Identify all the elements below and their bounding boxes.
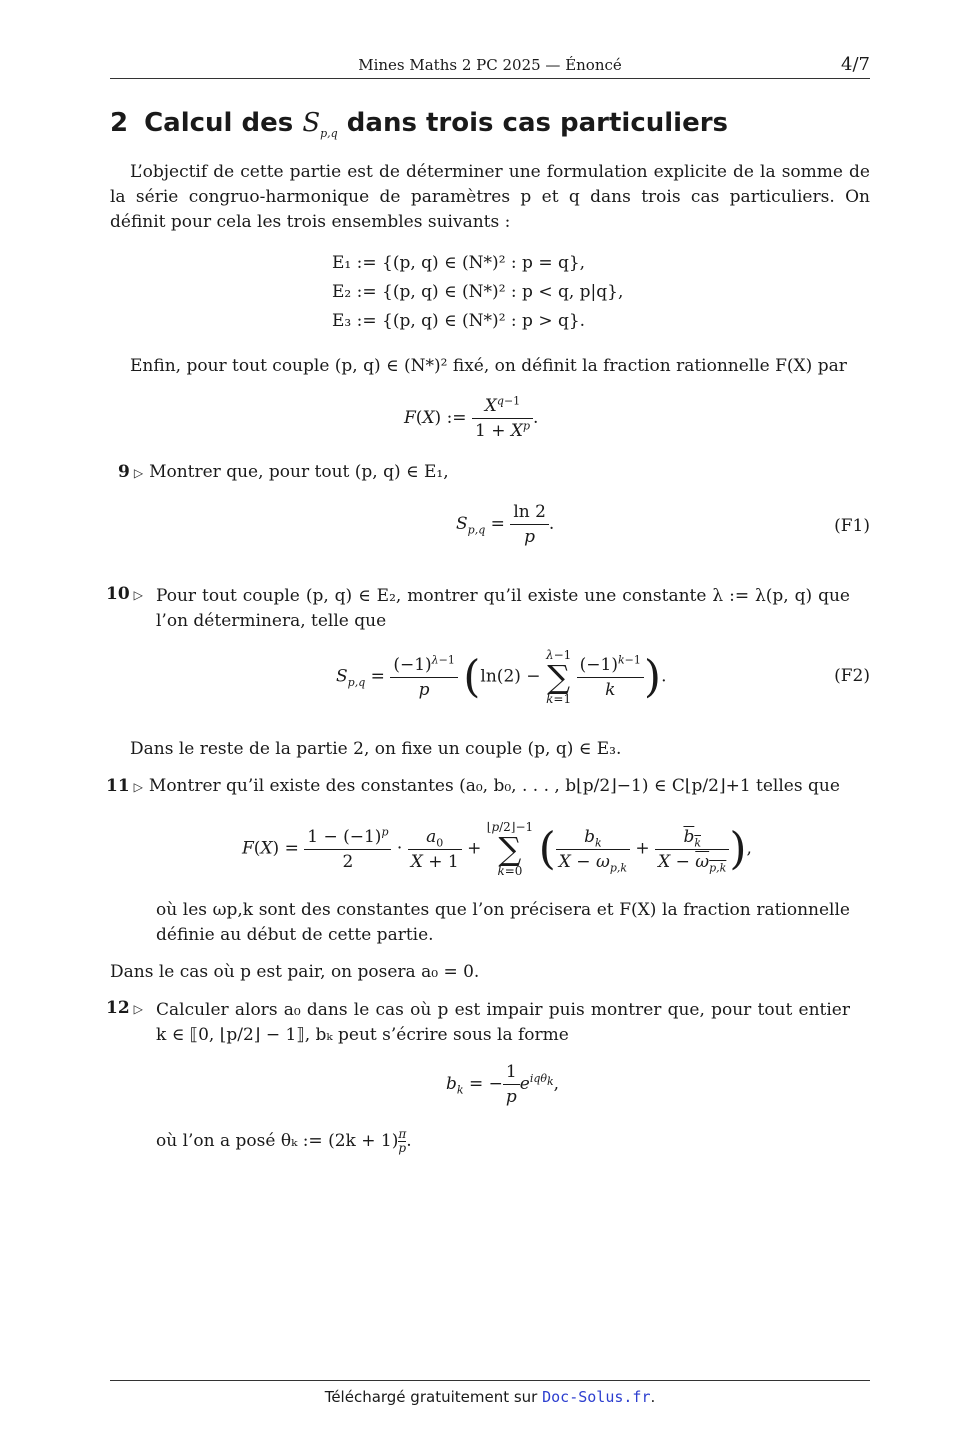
- doc-solus-link[interactable]: Doc-Solus.fr: [542, 1388, 651, 1406]
- section-title-after: dans trois cas particuliers: [346, 108, 729, 138]
- formula-bk: $b_k$ = − $\frac{1}{p}$ $e^{iq\theta_k}$,: [446, 1062, 560, 1107]
- question-12-number: 12 ▷: [106, 998, 143, 1018]
- set-e2: E₂ := {(p, q) ∈ (N*)² : p < q, p|q},: [332, 282, 624, 302]
- formula-f1: $S_{p,q}$ = $\frac{\ln 2}{p}$ .: [456, 502, 555, 547]
- header-title: Mines Maths 2 PC 2025 — Énoncé: [358, 56, 622, 74]
- question-11-after: où les ωp,k sont des constantes que l’on précisera et F(X) la fraction rationnelle définie au début de cette partie.: [156, 900, 850, 945]
- question-12-after: où l’on a posé θₖ := (2k + 1) $\frac{\pi}{p}$ .: [156, 1127, 412, 1155]
- label-f1: (F1): [834, 516, 870, 536]
- section-math: $S_{p,q}$: [302, 108, 338, 141]
- pair-paragraph: Dans le cas où p est pair, on posera a₀ = 0.: [110, 962, 480, 982]
- reste-paragraph: Dans le reste de la partie 2, on fixe un couple (p, q) ∈ E₃.: [130, 739, 622, 759]
- section-title-before: Calcul des: [144, 108, 294, 138]
- intro-paragraph: L’objectif de cette partie est de déterminer une formulation explicite de la somme de la série congruo-harmonique de paramètres p et q dans trois cas particuliers. On définit pour cela les trois ensembles suivants :: [110, 162, 870, 232]
- formula-decomposition: F(X) = $\frac{1 - (-1)^p}{2}$ · $\frac{a_0}{X + 1}$ + ⌊p/2⌋−1 ∑ k=0 ( $\frac{b_k}{X - \omega_{p,k}}$ + $\frac{b_k}{X - \omega_{p,k}}$ ),: [242, 820, 752, 878]
- question-10: Pour tout couple (p, q) ∈ E₂, montrer qu’il existe une constante λ := λ(p, q) que l’on déterminera, telle que: [156, 586, 850, 631]
- question-9: 9 ▷ Montrer que, pour tout (p, q) ∈ E₁,: [118, 462, 449, 482]
- set-e1: E₁ := {(p, q) ∈ (N*)² : p = q},: [332, 253, 586, 273]
- question-10-number: 10 ▷: [106, 584, 143, 604]
- page-header: [110, 54, 870, 79]
- formula-f2: $S_{p,q}$ = $\frac{(-1)^{\lambda-1}}{p}$ (ln(2) − λ−1 ∑ k=1 $\frac{(-1)^{k-1}}{k}$ ).: [336, 648, 667, 706]
- section-title: [110, 108, 729, 141]
- footer-divider: [110, 1380, 870, 1381]
- question-12: Calculer alors a₀ dans le cas où p est impair puis montrer que, pour tout entier k ∈ ⟦0, ⌊p/2⌋ − 1⟧, bₖ peut s’écrire sous la forme: [156, 1000, 850, 1045]
- fx-definition: F(X) := $\frac{X^{q-1}}{1 + X^p}$ .: [404, 394, 539, 441]
- section-number: 2: [110, 108, 129, 138]
- enfin-paragraph: Enfin, pour tout couple (p, q) ∈ (N*)² fixé, on définit la fraction rationnelle F(X) par: [130, 356, 847, 376]
- page-number: 4/7: [841, 54, 870, 75]
- set-e3: E₃ := {(p, q) ∈ (N*)² : p > q}.: [332, 311, 586, 331]
- label-f2: (F2): [834, 666, 870, 686]
- footer: Téléchargé gratuitement sur Doc-Solus.fr.: [324, 1388, 656, 1406]
- question-11: 11 ▷ Montrer qu’il existe des constantes (a₀, b₀, . . . , b⌊p/2⌋−1) ∈ C⌊p/2⌋+1 telles que: [106, 776, 840, 796]
